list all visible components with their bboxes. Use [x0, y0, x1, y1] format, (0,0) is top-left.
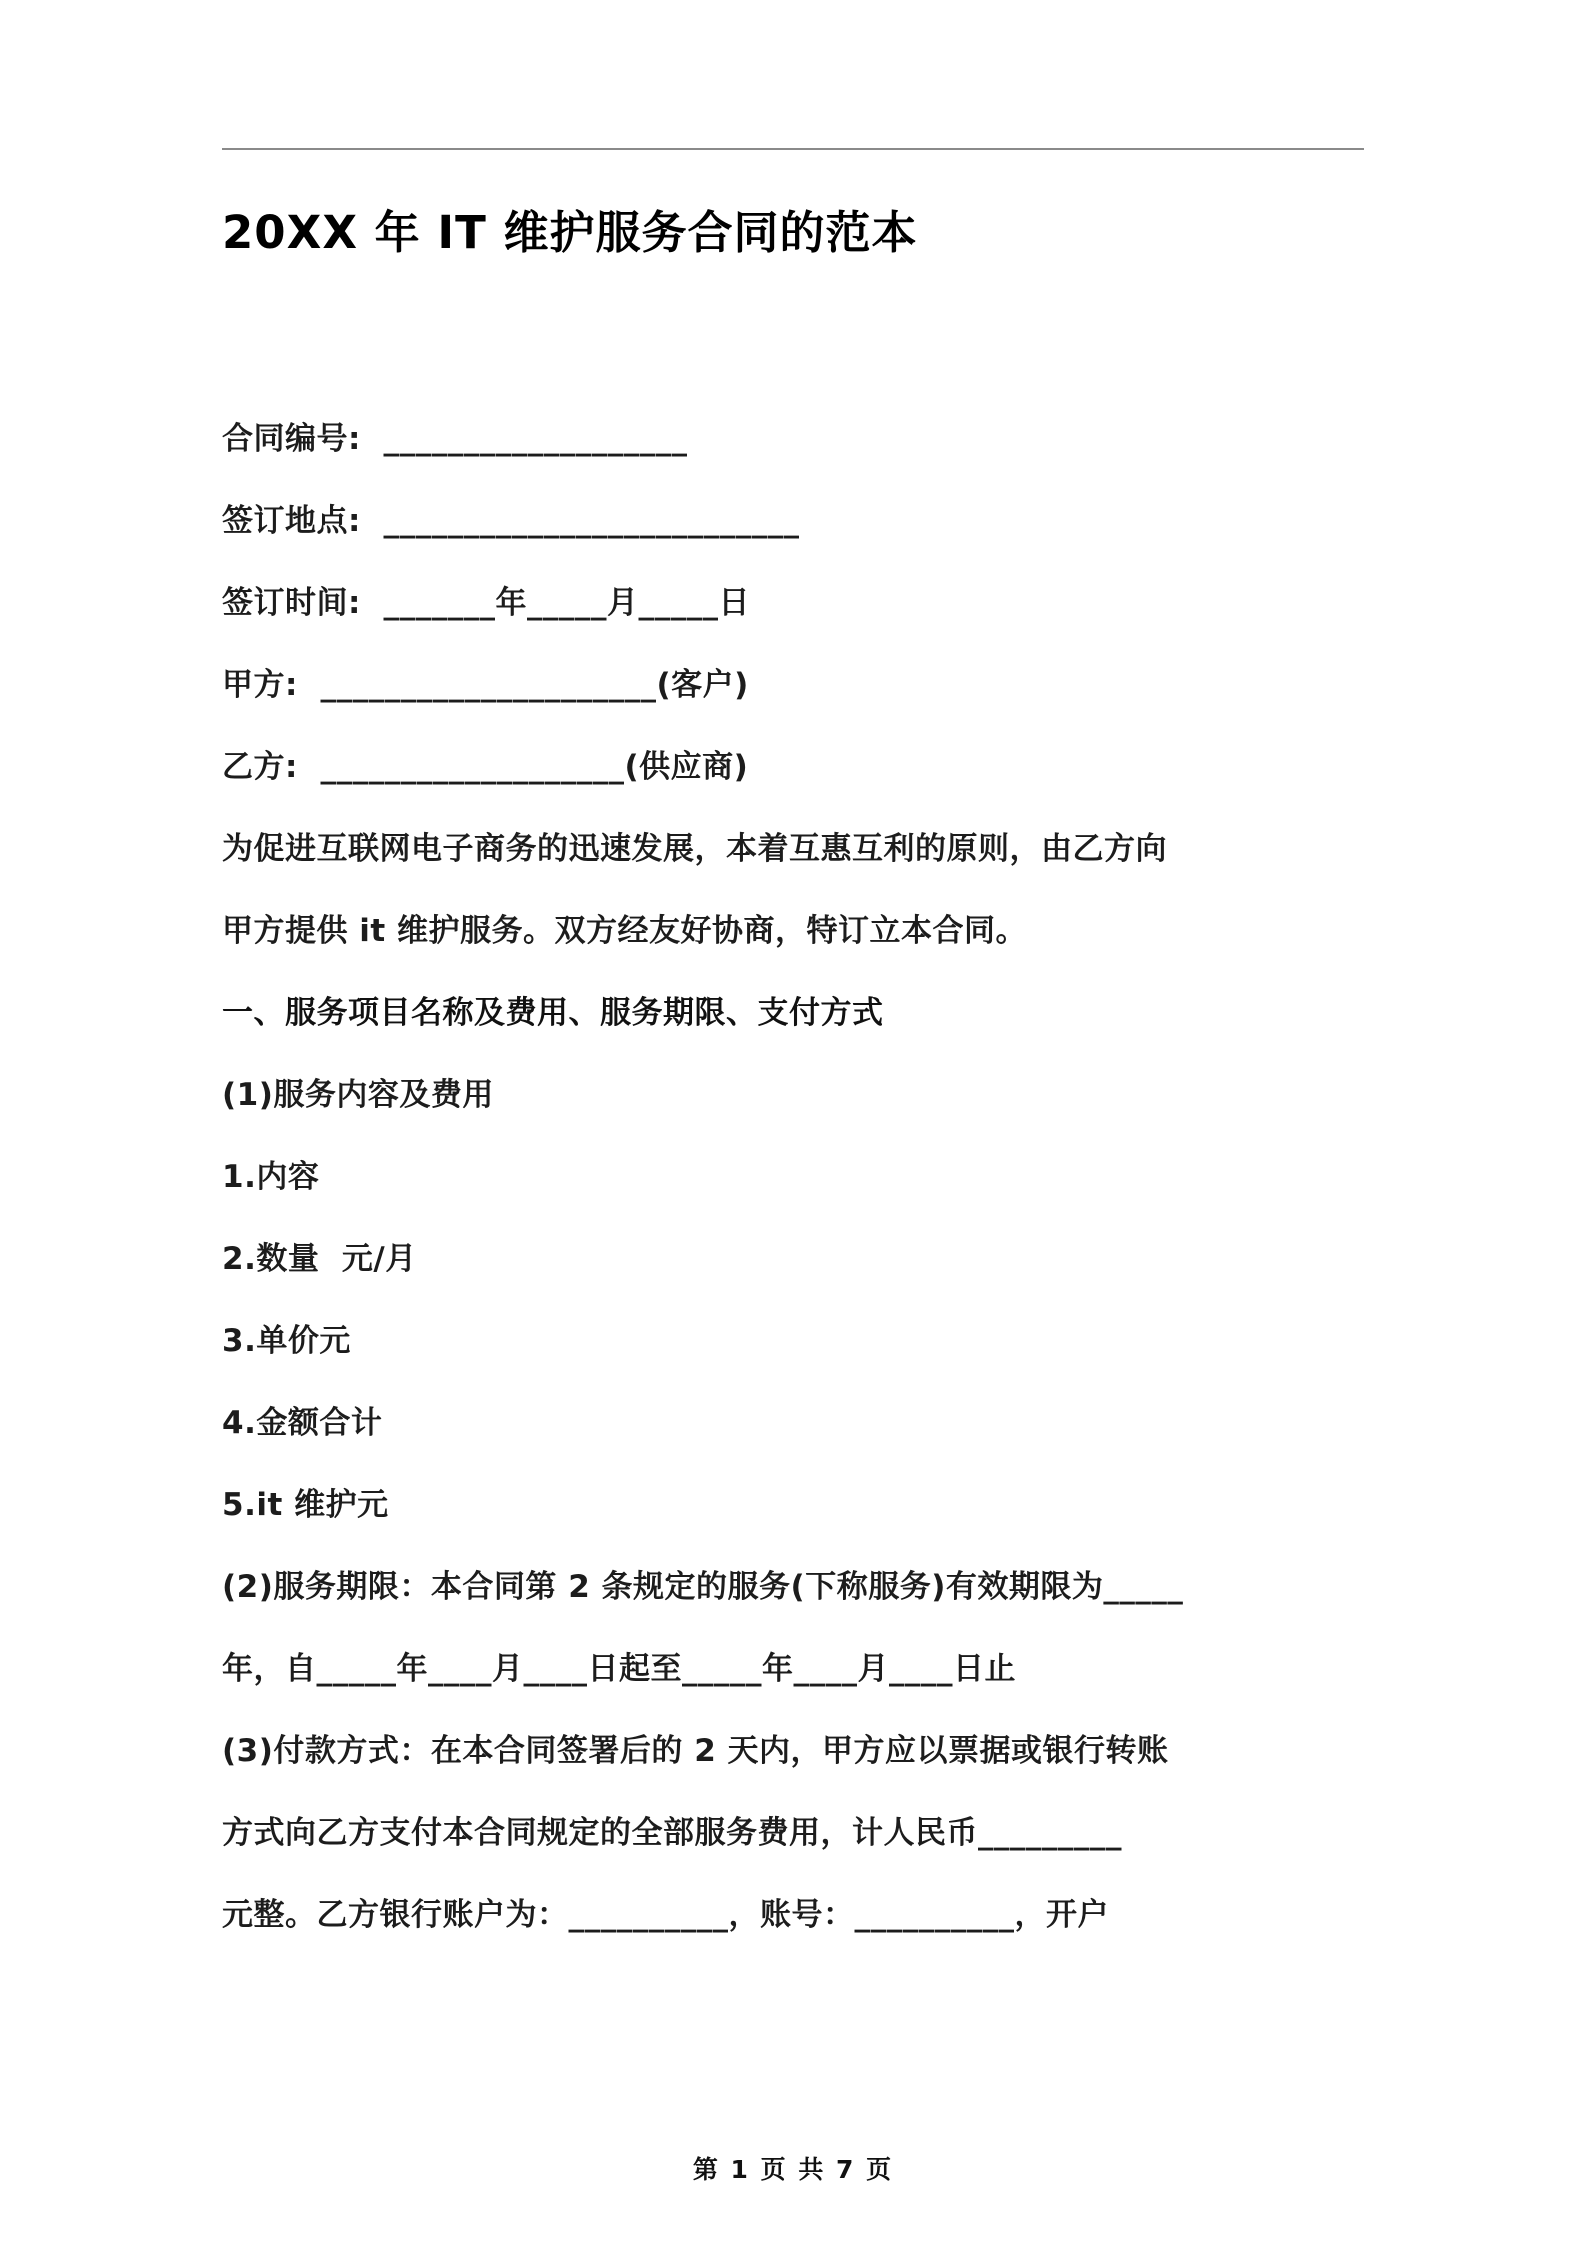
paragraph-line-preamble-2: 甲方提供 it 维护服务。双方经友好协商，特订立本合同。 — [222, 913, 1028, 949]
paragraph-line-preamble-1: 为促进互联网电子商务的迅速发展，本着互惠互利的原则，由乙方向 — [222, 831, 1167, 867]
top-divider — [222, 148, 1364, 150]
paragraph-line-term-1: (2)服务期限：本合同第 2 条规定的服务(下称服务)有效期限为_____ — [222, 1569, 1184, 1605]
paragraph-line-term-2: 年，自_____年____月____日起至_____年____月____日止 — [222, 1651, 1016, 1687]
section-heading-1: 一、服务项目名称及费用、服务期限、支付方式 — [222, 995, 884, 1031]
paragraph-line-contract-number: 合同编号: ___________________ — [222, 421, 688, 457]
paragraph-line-item-it: 5.it 维护元 — [222, 1487, 389, 1523]
paragraph-line-item-total: 4.金额合计 — [222, 1405, 383, 1441]
paragraph-line-payment-1: (3)付款方式：在本合同签署后的 2 天内，甲方应以票据或银行转账 — [222, 1733, 1169, 1769]
paragraph-line-party-b: 乙方: ___________________(供应商) — [222, 749, 749, 785]
paragraph-line-item-quantity: 2.数量 元/月 — [222, 1241, 417, 1277]
paragraph-line-signing-place: 签订地点: __________________________ — [222, 503, 800, 539]
document-body — [222, 398, 1364, 1956]
paragraph-line-item-unit-price: 3.单价元 — [222, 1323, 351, 1359]
document-title: 20XX 年 IT 维护服务合同的范本 — [222, 206, 918, 259]
paragraph-line-payment-3: 元整。乙方银行账户为：__________，账号：__________，开户 — [222, 1897, 1109, 1933]
paragraph-line-item-content: 1.内容 — [222, 1159, 320, 1195]
paragraph-line-party-a: 甲方: _____________________(客户) — [222, 667, 749, 703]
paragraph-line-payment-2: 方式向乙方支付本合同规定的全部服务费用，计人民币_________ — [222, 1815, 1122, 1851]
page-number-footer: 第 1 页 共 7 页 — [692, 2155, 894, 2184]
paragraph-line-item-1: (1)服务内容及费用 — [222, 1077, 494, 1113]
paragraph-line-signing-date: 签订时间: _______年_____月_____日 — [222, 585, 750, 621]
